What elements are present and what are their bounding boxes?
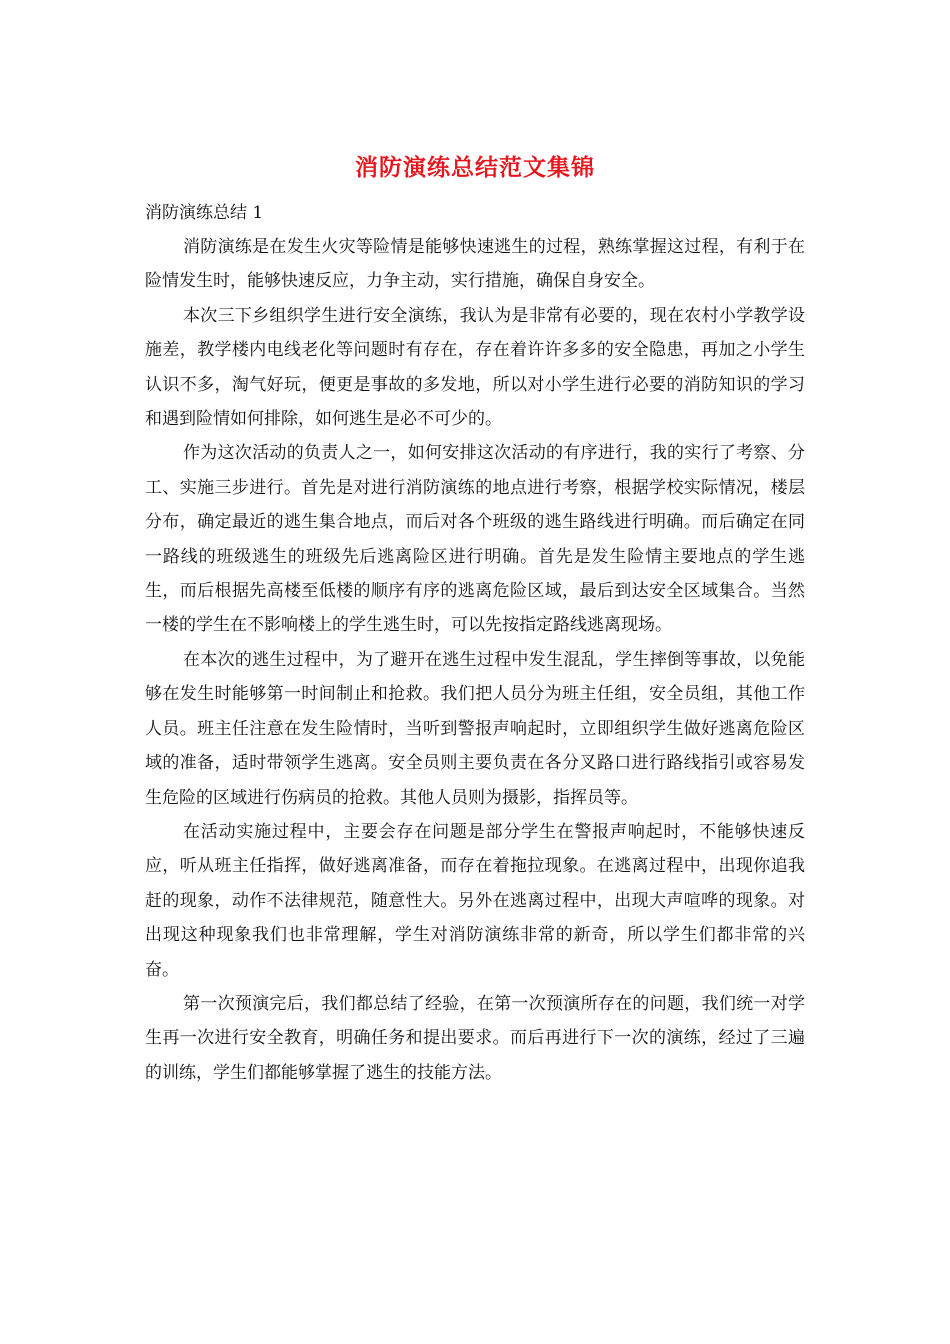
paragraph-5: 在活动实施过程中，主要会存在问题是部分学生在警报声响起时，不能够快速反应，听从班主任指挥，做好逃离准备，而存在着拖拉现象。在逃离过程中，出现你追我赶的现象，动作不法律规范，随意性大。另外在逃离过程中，出现大声喧哗的现象。对出现这种现象我们也非常理解，学生对消防演练非常的新奇，所以学生们都非常的兴奋。 [145, 821, 805, 980]
paragraph-4: 在本次的逃生过程中，为了避开在逃生过程中发生混乱，学生摔倒等事故，以免能够在发生时能够第一时间制止和抢救。我们把人员分为班主任组，安全员组，其他工作人员。班主任注意在发生险情时，当听到警报声响起时，立即组织学生做好逃离危险区域的准备，适时带领学生逃离。安全员则主要负责在各分叉路口进行路线指引或容易发生危险的区域进行伤病员的抢救。其他人员则为摄影，指挥员等。 [145, 649, 805, 808]
document-title: 消防演练总结范文集锦 [355, 154, 595, 181]
paragraph-2: 本次三下乡组织学生进行安全演练，我认为是非常有必要的，现在农村小学教学设施差，教学楼内电线老化等问题时有存在，存在着许许多多的安全隐患，再加之小学生认识不多，淘气好玩，便更是事故的多发地，所以对小学生进行必要的消防知识的学习和遇到险情如何排除，如何逃生是必不可少的。 [145, 305, 805, 430]
section-heading: 消防演练总结 1 [145, 203, 264, 223]
paragraph-6: 第一次预演完后，我们都总结了经验，在第一次预演所存在的问题，我们统一对学生再一次进行安全教育，明确任务和提出要求。而后再进行下一次的演练，经过了三遍的训练，学生们都能够掌握了逃生的技能方法。 [145, 993, 805, 1083]
document-body [145, 196, 805, 1090]
paragraph-1: 消防演练是在发生火灾等险情是能够快速逃生的过程，熟练掌握这过程，有利于在险情发生时，能够快速反应，力争主动，实行措施，确保自身安全。 [145, 237, 805, 292]
paragraph-3: 作为这次活动的负责人之一，如何安排这次活动的有序进行，我的实行了考察、分工、实施三步进行。首先是对进行消防演练的地点进行考察，根据学校实际情况，楼层分布，确定最近的逃生集合地点，而后对各个班级的逃生路线进行明确。而后确定在同一路线的班级逃生的班级先后逃离险区进行明确。首先是发生险情主要地点的学生逃生，而后根据先高楼至低楼的顺序有序的逃离危险区域，最后到达安全区域集合。当然一楼的学生在不影响楼上的学生逃生时，可以先按指定路线逃离现场。 [145, 443, 805, 636]
